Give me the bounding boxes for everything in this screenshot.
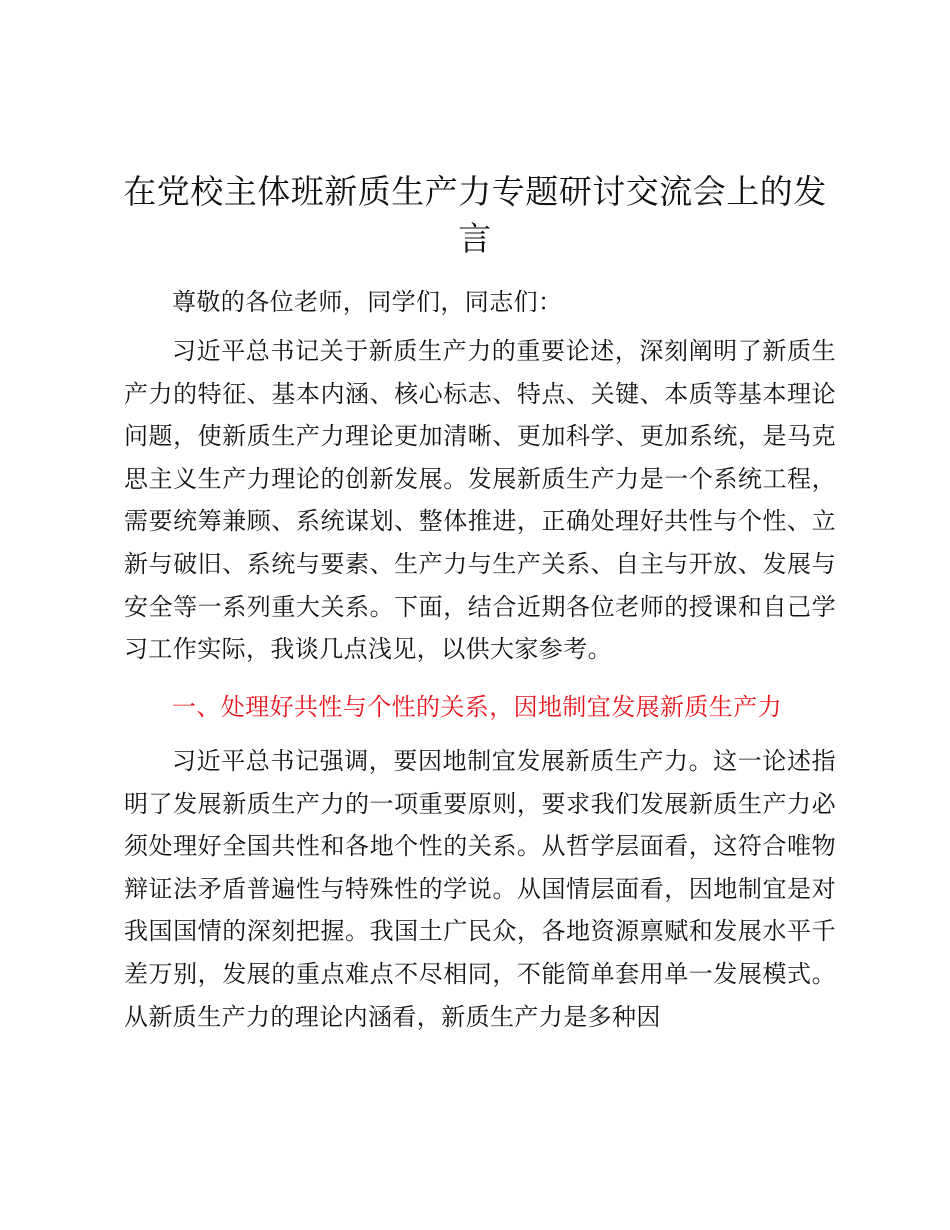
document-title: 在党校主体班新质生产力专题研讨交流会上的发言: [123, 172, 827, 258]
body-paragraph: 习近平总书记关于新质生产力的重要论述，深刻阐明了新质生产力的特征、基本内涵、核心标志、特点、关键、本质等基本理论问题，使新质生产力理论更加清晰、更加科学、更加系统，是马克思主义生产力理论的创新发展。发展新质生产力是一个系统工程，需要统筹兼顾、系统谋划、整体推进，正确处理好共性与个性、立新与破旧、系统与要素、生产力与生产关系、自主与开放、发展与安全等一系列重大关系。下面，结合近期各位老师的授课和自己学习工作实际，我谈几点浅见，以供大家参考。: [124, 337, 836, 664]
body-paragraph: 习近平总书记强调，要因地制宜发展新质生产力。这一论述指明了发展新质生产力的一项重要原则，要求我们发展新质生产力必须处理好全国共性和各地个性的关系。从哲学层面看，这符合唯物辩证法矛盾普遍性与特殊性的学说。从国情层面看，因地制宜是对我国国情的深刻把握。我国土广民众，各地资源禀赋和发展水平千差万别，发展的重点难点不尽相同，不能简单套用单一发展模式。从新质生产力的理论内涵看，新质生产力是多种因: [124, 747, 836, 1031]
section-heading: 一、处理好共性与个性的关系，因地制宜发展新质生产力: [172, 693, 782, 721]
salutation: 尊敬的各位老师，同学们，同志们：: [172, 288, 563, 316]
